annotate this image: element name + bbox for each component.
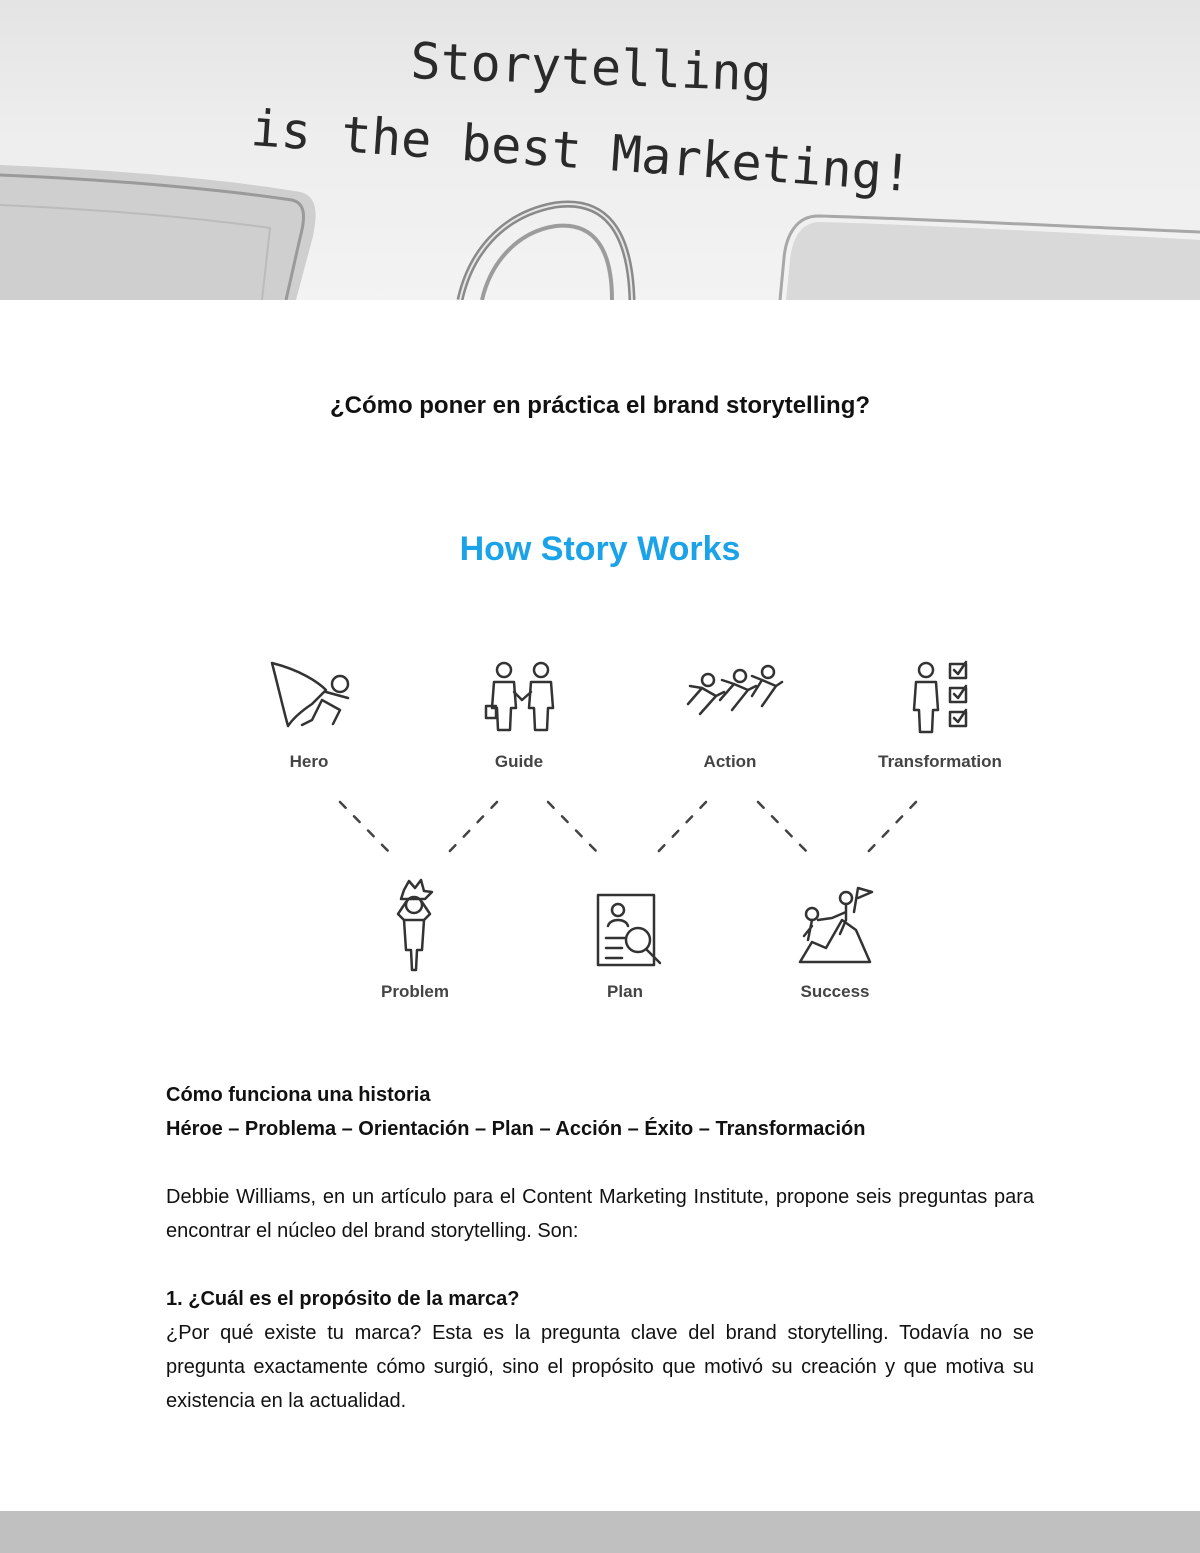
page-heading: ¿Cómo poner en práctica el brand storytelling?	[329, 392, 871, 419]
document-body	[166, 1078, 1034, 1418]
banner-line-2: is the best Marketing!	[249, 99, 914, 204]
transformation-icon	[914, 662, 966, 732]
banner-line-1: Storytelling	[409, 32, 773, 103]
question-1-title: 1. ¿Cuál es el propósito de la marca?	[166, 1288, 520, 1310]
problem-icon	[398, 880, 432, 970]
connector-lines	[340, 802, 916, 855]
story-sequence: Héroe – Problema – Orientación – Plan – Acción – Éxito – Transformación	[166, 1118, 866, 1140]
guide-icon	[486, 663, 553, 730]
section-subtitle: Cómo funciona una historia	[166, 1084, 431, 1106]
banner-title	[0, 0, 1200, 300]
plan-icon	[598, 895, 660, 965]
question-1-body: ¿Por qué existe tu marca? Esta es la pregunta clave del brand storytelling. Todavía no se pregunta exactamente cómo surgió, sino el propósito que motivó su creación y que motiva su existencia en la actualidad.	[166, 1322, 1034, 1412]
step-plan-label: Plan	[607, 982, 643, 1001]
how-story-works-infographic	[0, 500, 1200, 1040]
step-guide-label: Guide	[494, 752, 544, 771]
step-success-label: Success	[800, 982, 870, 1001]
step-problem-label: Problem	[380, 982, 450, 1001]
step-hero-label: Hero	[289, 752, 329, 771]
hero-banner	[0, 0, 1200, 300]
step-action-label: Action	[703, 752, 757, 771]
step-transformation-label: Transformation	[878, 752, 1002, 771]
footer-bar	[0, 1511, 1200, 1553]
action-icon	[688, 666, 782, 714]
hero-icon	[272, 663, 348, 726]
infographic-title: How Story Works	[459, 530, 741, 568]
intro-paragraph: Debbie Williams, en un artículo para el Content Marketing Institute, propone seis preguntas para encontrar el núcleo del brand storytelling. Son:	[166, 1186, 1034, 1242]
success-icon	[800, 888, 872, 962]
